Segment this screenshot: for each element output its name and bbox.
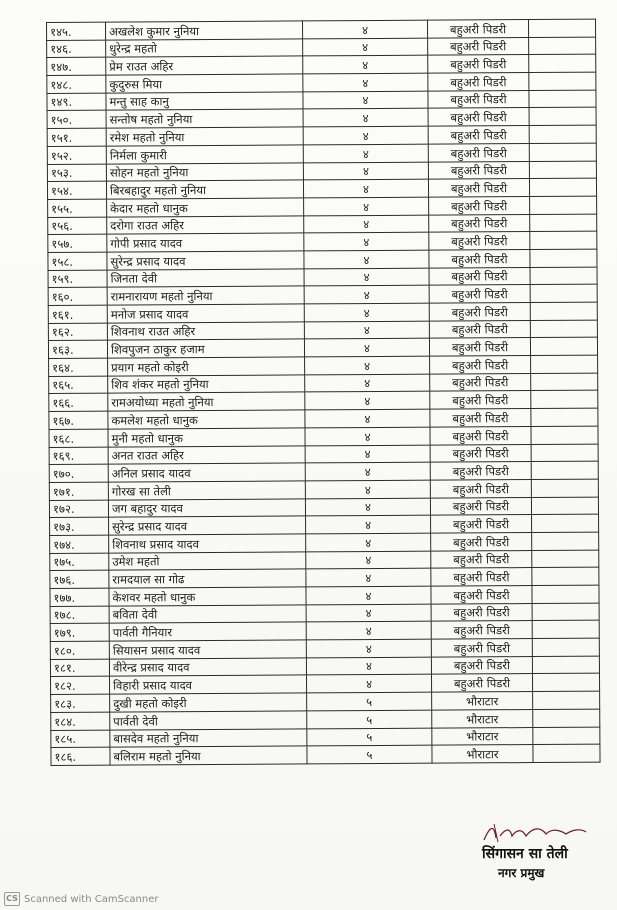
tole-cell: बहुअरी पिडरी bbox=[428, 90, 529, 108]
remarks-cell bbox=[531, 461, 598, 479]
tole-cell: बहुअरी पिडरी bbox=[428, 55, 529, 73]
name-cell: रामअयोध्या महतो नुनिया bbox=[108, 392, 305, 411]
remarks-cell bbox=[532, 550, 599, 568]
remarks-cell bbox=[532, 532, 599, 550]
serial-number-cell: १७४. bbox=[50, 535, 109, 553]
ward-cell: ४ bbox=[304, 268, 429, 286]
ward-cell: ४ bbox=[304, 232, 429, 250]
serial-number-cell: १५१. bbox=[47, 128, 106, 146]
remarks-cell bbox=[529, 90, 596, 108]
ward-cell: ४ bbox=[306, 604, 431, 622]
name-cell: सन्तोष महतो नुनिया bbox=[106, 109, 303, 128]
beneficiary-table bbox=[46, 19, 601, 766]
stamp-name: सिंगासन सा तेली bbox=[482, 846, 568, 862]
remarks-cell bbox=[531, 426, 598, 444]
serial-number-cell: १७२. bbox=[49, 500, 108, 518]
serial-number-cell: १७३. bbox=[50, 517, 109, 535]
serial-number-cell: १८०. bbox=[50, 641, 109, 659]
ward-cell: ४ bbox=[306, 675, 431, 693]
remarks-cell bbox=[532, 656, 599, 674]
tole-cell: बहुअरी पिडरी bbox=[429, 303, 530, 321]
serial-number-cell: १७७. bbox=[50, 588, 109, 606]
name-cell: प्रयाग महतो कोइरी bbox=[108, 357, 305, 376]
serial-number-cell: १६३. bbox=[48, 341, 107, 359]
name-cell: गोरख सा तेली bbox=[108, 481, 305, 500]
scanner-watermark bbox=[4, 892, 159, 906]
watermark-text: Scanned with CamScanner bbox=[24, 893, 159, 905]
serial-number-cell: १५३. bbox=[47, 164, 106, 182]
tole-cell: बहुअरी पिडरी bbox=[430, 479, 531, 497]
ward-cell: ४ bbox=[303, 38, 428, 56]
remarks-cell bbox=[530, 302, 597, 320]
serial-number-cell: १५५. bbox=[48, 199, 107, 217]
name-cell: बासदेव महतो नुनिया bbox=[110, 728, 307, 747]
name-cell: वीरेन्द्र प्रसाद यादव bbox=[109, 658, 306, 677]
remarks-cell bbox=[531, 497, 598, 515]
serial-number-cell: १८६. bbox=[51, 747, 110, 765]
name-cell: विहारी प्रसाद यादव bbox=[109, 675, 306, 694]
ward-cell: ४ bbox=[305, 427, 430, 445]
name-cell: जिनता देवी bbox=[107, 269, 304, 288]
ward-cell: ४ bbox=[305, 374, 430, 392]
camscanner-logo-icon: CS bbox=[4, 892, 20, 906]
serial-number-cell: १७०. bbox=[49, 464, 108, 482]
remarks-cell bbox=[530, 231, 597, 249]
tole-cell: बहुअरी पिडरी bbox=[431, 621, 532, 639]
ward-cell: ४ bbox=[305, 480, 430, 498]
tole-cell: बहुअरी पिडरी bbox=[431, 515, 532, 533]
serial-number-cell: १८३. bbox=[51, 694, 110, 712]
serial-number-cell: १६१. bbox=[48, 305, 107, 323]
tole-cell: बहुअरी पिडरी bbox=[429, 320, 530, 338]
serial-number-cell: १५४. bbox=[47, 181, 106, 199]
name-cell: रामनारायण महतो नुनिया bbox=[107, 286, 304, 305]
ward-cell: ४ bbox=[305, 498, 430, 516]
name-cell: कुदुरुस मिया bbox=[106, 74, 303, 93]
remarks-cell bbox=[532, 621, 599, 639]
signature-stamp bbox=[470, 820, 600, 885]
tole-cell: बहुअरी पिडरी bbox=[428, 126, 529, 144]
remarks-cell bbox=[529, 178, 596, 196]
name-cell: मुनी महतो धानुक bbox=[108, 428, 305, 447]
serial-number-cell: १६६. bbox=[49, 394, 108, 412]
ward-cell: ४ bbox=[305, 445, 430, 463]
remarks-cell bbox=[528, 19, 595, 37]
serial-number-cell: १५९. bbox=[48, 270, 107, 288]
tole-cell: बहुअरी पिडरी bbox=[428, 108, 529, 126]
remarks-cell bbox=[529, 55, 596, 73]
ward-cell: ४ bbox=[304, 285, 429, 303]
name-cell: केदार महतो धानुक bbox=[107, 198, 304, 217]
tole-cell: बहुअरी पिडरी bbox=[430, 356, 531, 374]
remarks-cell bbox=[529, 37, 596, 55]
name-cell: पार्वती देवी bbox=[110, 711, 307, 730]
remarks-cell bbox=[532, 585, 599, 603]
name-cell: शिवनाथ प्रसाद यादव bbox=[109, 534, 306, 553]
tole-cell: बहुअरी पिडरी bbox=[428, 161, 529, 179]
remarks-cell bbox=[530, 267, 597, 285]
remarks-cell bbox=[530, 196, 597, 214]
remarks-cell bbox=[531, 444, 598, 462]
ward-cell: ५ bbox=[307, 745, 432, 763]
name-cell: शिव शंकर महतो नुनिया bbox=[108, 375, 305, 394]
serial-number-cell: १७५. bbox=[50, 553, 109, 571]
ward-cell: ४ bbox=[306, 622, 431, 640]
name-cell: शिवनाथ राउत अहिर bbox=[107, 322, 304, 341]
name-cell: उमेश महतो bbox=[109, 552, 306, 571]
ward-cell: ४ bbox=[306, 639, 431, 657]
ward-cell: ४ bbox=[304, 250, 429, 268]
serial-number-cell: १६२. bbox=[48, 323, 107, 341]
serial-number-cell: १७८. bbox=[50, 606, 109, 624]
ward-cell: ४ bbox=[302, 20, 427, 38]
ward-cell: ५ bbox=[307, 728, 432, 746]
tole-cell: बहुअरी पिडरी bbox=[430, 373, 531, 391]
ward-cell: ४ bbox=[303, 56, 428, 74]
serial-number-cell: १५०. bbox=[47, 111, 106, 129]
remarks-cell bbox=[530, 284, 597, 302]
serial-number-cell: १७१. bbox=[49, 482, 108, 500]
tole-cell: बहुअरी पिडरी bbox=[430, 462, 531, 480]
table-row bbox=[51, 744, 600, 765]
tole-cell: बहुअरी पिडरी bbox=[428, 37, 529, 55]
name-cell: शिवपुजन ठाकुर हजाम bbox=[107, 339, 304, 358]
ward-cell: ४ bbox=[303, 162, 428, 180]
tole-cell: बहुअरी पिडरी bbox=[431, 674, 532, 692]
remarks-cell bbox=[532, 514, 599, 532]
serial-number-cell: १५२. bbox=[47, 146, 106, 164]
name-cell: दुखी महतो कोइरी bbox=[110, 693, 307, 712]
name-cell: अनत राउत अहिर bbox=[108, 445, 305, 464]
name-cell: मनोज प्रसाद यादव bbox=[107, 304, 304, 323]
remarks-cell bbox=[533, 744, 600, 762]
ward-cell: ४ bbox=[306, 568, 431, 586]
tole-cell: बहुअरी पिडरी bbox=[429, 285, 530, 303]
tole-cell: बहुअरी पिडरी bbox=[430, 444, 531, 462]
tole-cell: बहुअरी पिडरी bbox=[431, 550, 532, 568]
remarks-cell bbox=[531, 391, 598, 409]
serial-number-cell: १८२. bbox=[51, 677, 110, 695]
name-cell: धुरेन्द्र महतो bbox=[106, 39, 303, 58]
name-cell: सुरेन्द्र प्रसाद यादव bbox=[109, 516, 306, 535]
serial-number-cell: १६४. bbox=[49, 358, 108, 376]
name-cell: सोहन महतो नुनिया bbox=[106, 162, 303, 181]
remarks-cell bbox=[532, 638, 599, 656]
serial-number-cell: १४७. bbox=[47, 58, 106, 76]
serial-number-cell: १८१. bbox=[50, 659, 109, 677]
ward-cell: ४ bbox=[306, 657, 431, 675]
tole-cell: बहुअरी पिडरी bbox=[428, 179, 529, 197]
name-cell: जग बहादुर यादव bbox=[108, 498, 305, 517]
serial-number-cell: १८४. bbox=[51, 712, 110, 730]
tole-cell: बहुअरी पिडरी bbox=[429, 338, 530, 356]
ward-cell: ४ bbox=[303, 126, 428, 144]
remarks-cell bbox=[529, 125, 596, 143]
remarks-cell bbox=[529, 108, 596, 126]
tole-cell: बहुअरी पिडरी bbox=[429, 196, 530, 214]
remarks-cell bbox=[531, 355, 598, 373]
remarks-cell bbox=[529, 72, 596, 90]
ward-cell: ४ bbox=[305, 356, 430, 374]
serial-number-cell: १५७. bbox=[48, 234, 107, 252]
name-cell: केशवर महतो धानुक bbox=[109, 587, 306, 606]
name-cell: सुरेन्द्र प्रसाद यादव bbox=[107, 251, 304, 270]
name-cell: रमेश महतो नुनिया bbox=[106, 127, 303, 146]
tole-cell: बहुअरी पिडरी bbox=[430, 409, 531, 427]
tole-cell: बहुअरी पिडरी bbox=[431, 568, 532, 586]
tole-cell: भौराटार bbox=[432, 727, 533, 745]
tole-cell: बहुअरी पिडरी bbox=[431, 639, 532, 657]
ward-cell: ४ bbox=[303, 73, 428, 91]
remarks-cell bbox=[533, 727, 600, 745]
tole-cell: बहुअरी पिडरी bbox=[430, 497, 531, 515]
remarks-cell bbox=[530, 214, 597, 232]
serial-number-cell: १४९. bbox=[47, 93, 106, 111]
ward-cell: ४ bbox=[303, 144, 428, 162]
remarks-cell bbox=[532, 567, 599, 585]
remarks-cell bbox=[532, 674, 599, 692]
name-cell: रामदयाल सा गोढ bbox=[109, 569, 306, 588]
remarks-cell bbox=[531, 373, 598, 391]
serial-number-cell: १६७. bbox=[49, 411, 108, 429]
name-cell: निर्मला कुमारी bbox=[106, 145, 303, 164]
name-cell: अनिल प्रसाद यादव bbox=[108, 463, 305, 482]
serial-number-cell: १४६. bbox=[47, 40, 106, 58]
tole-cell: बहुअरी पिडरी bbox=[431, 656, 532, 674]
ward-cell: ४ bbox=[304, 339, 429, 357]
ward-cell: ५ bbox=[307, 710, 432, 728]
ward-cell: ४ bbox=[306, 533, 431, 551]
serial-number-cell: १४८. bbox=[47, 75, 106, 93]
remarks-cell bbox=[532, 603, 599, 621]
serial-number-cell: १६८. bbox=[49, 429, 108, 447]
name-cell: पार्वती गैनियार bbox=[109, 622, 306, 641]
serial-number-cell: १७९. bbox=[50, 624, 109, 642]
name-cell: बिरबहादुर महतो नुनिया bbox=[106, 180, 303, 199]
stamp-title: नगर प्रमुख bbox=[498, 866, 545, 880]
ward-cell: ४ bbox=[305, 462, 430, 480]
name-cell: प्रेम राउत अहिर bbox=[106, 56, 303, 75]
name-cell: बलिराम महतो नुनिया bbox=[110, 746, 307, 765]
remarks-cell bbox=[529, 143, 596, 161]
remarks-cell bbox=[529, 161, 596, 179]
serial-number-cell: १८५. bbox=[51, 730, 110, 748]
tole-cell: बहुअरी पिडरी bbox=[429, 267, 530, 285]
ward-cell: ४ bbox=[305, 409, 430, 427]
tole-cell: बहुअरी पिडरी bbox=[428, 73, 529, 91]
ward-cell: ४ bbox=[305, 392, 430, 410]
ward-cell: ५ bbox=[307, 692, 432, 710]
tole-cell: बहुअरी पिडरी bbox=[429, 214, 530, 232]
tole-cell: भौराटार bbox=[432, 692, 533, 710]
ward-cell: ४ bbox=[306, 586, 431, 604]
ward-cell: ४ bbox=[304, 215, 429, 233]
remarks-cell bbox=[531, 479, 598, 497]
tole-cell: बहुअरी पिडरी bbox=[430, 391, 531, 409]
tole-cell: भौराटार bbox=[432, 745, 533, 763]
remarks-cell bbox=[533, 709, 600, 727]
tole-cell: बहुअरी पिडरी bbox=[429, 232, 530, 250]
serial-number-cell: १६९. bbox=[49, 447, 108, 465]
tole-cell: भौराटार bbox=[432, 709, 533, 727]
ward-cell: ४ bbox=[304, 303, 429, 321]
ward-cell: ४ bbox=[303, 91, 428, 109]
remarks-cell bbox=[530, 320, 597, 338]
tole-cell: बहुअरी पिडरी bbox=[427, 20, 528, 38]
tole-cell: बहुअरी पिडरी bbox=[428, 143, 529, 161]
ward-cell: ४ bbox=[303, 179, 428, 197]
name-cell: गोपी प्रसाद यादव bbox=[107, 233, 304, 252]
tole-cell: बहुअरी पिडरी bbox=[431, 586, 532, 604]
name-cell: कमलेश महतो धानुक bbox=[108, 410, 305, 429]
serial-number-cell: १६०. bbox=[48, 287, 107, 305]
tole-cell: बहुअरी पिडरी bbox=[429, 249, 530, 267]
serial-number-cell: १६५. bbox=[49, 376, 108, 394]
remarks-cell bbox=[530, 249, 597, 267]
name-cell: बविता देवी bbox=[109, 605, 306, 624]
ward-cell: ४ bbox=[304, 321, 429, 339]
remarks-cell bbox=[531, 408, 598, 426]
serial-number-cell: १४५. bbox=[47, 22, 106, 40]
remarks-cell bbox=[533, 691, 600, 709]
ward-cell: ४ bbox=[304, 197, 429, 215]
ward-cell: ४ bbox=[306, 515, 431, 533]
serial-number-cell: १५८. bbox=[48, 252, 107, 270]
name-cell: अखलेश कुमार नुनिया bbox=[106, 21, 303, 40]
tole-cell: बहुअरी पिडरी bbox=[431, 532, 532, 550]
serial-number-cell: १७६. bbox=[50, 570, 109, 588]
name-cell: सियासन प्रसाद यादव bbox=[109, 640, 306, 659]
name-cell: दरोगा राउत अहिर bbox=[107, 215, 304, 234]
tole-cell: बहुअरी पिडरी bbox=[431, 603, 532, 621]
ward-cell: ४ bbox=[303, 109, 428, 127]
tole-cell: बहुअरी पिडरी bbox=[430, 426, 531, 444]
table-body bbox=[47, 19, 601, 765]
serial-number-cell: १५६. bbox=[48, 217, 107, 235]
name-cell: मन्तु साह कानु bbox=[106, 92, 303, 111]
remarks-cell bbox=[530, 338, 597, 356]
ward-cell: ४ bbox=[306, 551, 431, 569]
